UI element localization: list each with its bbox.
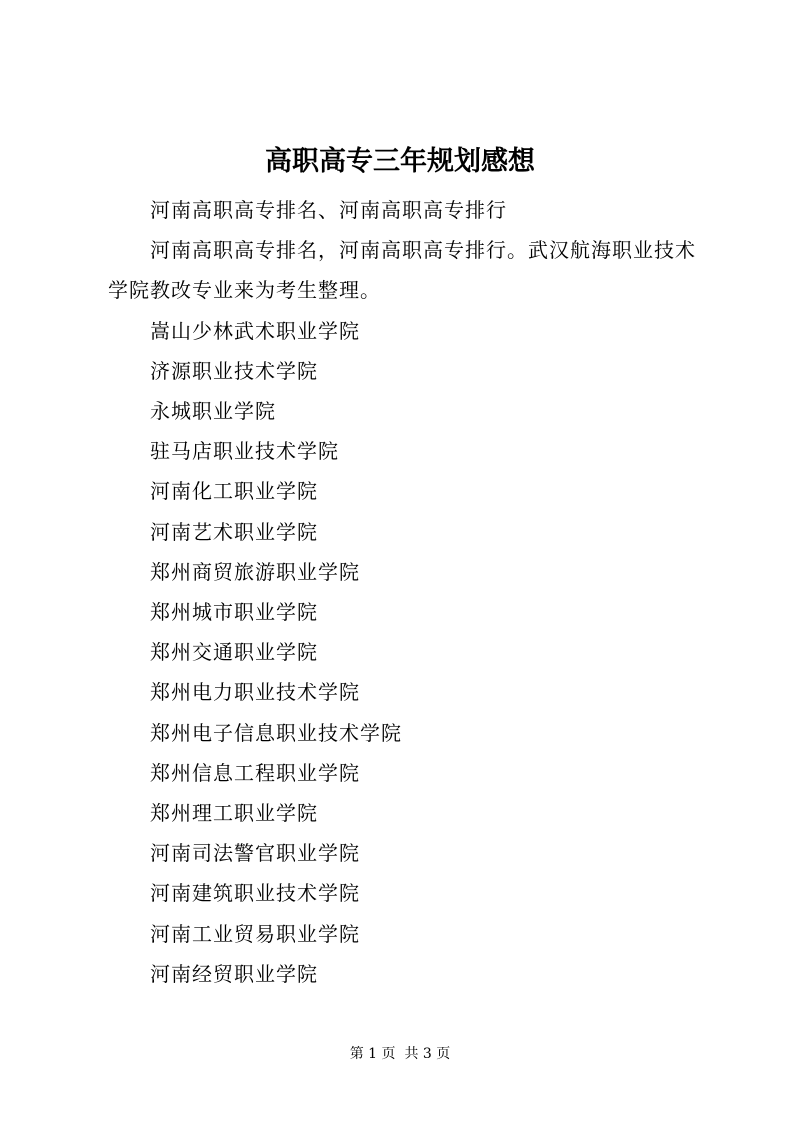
list-item: 郑州电力职业技术学院: [150, 680, 360, 705]
list-item: 河南经贸职业学院: [150, 961, 318, 986]
page-number: 第 1 页: [349, 1046, 396, 1062]
list-item: 郑州交通职业学院: [150, 640, 318, 665]
list-item: 郑州电子信息职业技术学院: [150, 720, 402, 745]
document-body: [108, 190, 706, 994]
page-total: 共 3 页: [404, 1046, 451, 1062]
page-footer: [0, 1044, 800, 1064]
school-list: [108, 311, 706, 994]
list-item: 济源职业技术学院: [150, 358, 318, 383]
list-item: 河南建筑职业技术学院: [150, 881, 360, 906]
document-title: 高职高专三年规划感想: [265, 146, 535, 177]
list-item: 河南工业贸易职业学院: [150, 921, 360, 946]
list-item: 驻马店职业技术学院: [150, 439, 339, 464]
list-item: 河南司法警官职业学院: [150, 841, 360, 866]
list-item: 郑州信息工程职业学院: [150, 760, 360, 785]
list-item: 永城职业学院: [150, 399, 276, 424]
paragraph-subtitle: 河南高职高专排名、河南高职高专排行: [150, 198, 507, 222]
list-item: 郑州理工职业学院: [150, 801, 318, 826]
paragraph-intro: 河南高职高专排名，河南高职高专排行。武汉航海职业技术学院教改专业来为考生整理。: [108, 238, 696, 303]
list-item: 郑州城市职业学院: [150, 600, 318, 625]
list-item: 河南艺术职业学院: [150, 519, 318, 544]
list-item: 郑州商贸旅游职业学院: [150, 559, 360, 584]
list-item: 嵩山少林武术职业学院: [150, 318, 360, 343]
list-item: 河南化工职业学院: [150, 479, 318, 504]
